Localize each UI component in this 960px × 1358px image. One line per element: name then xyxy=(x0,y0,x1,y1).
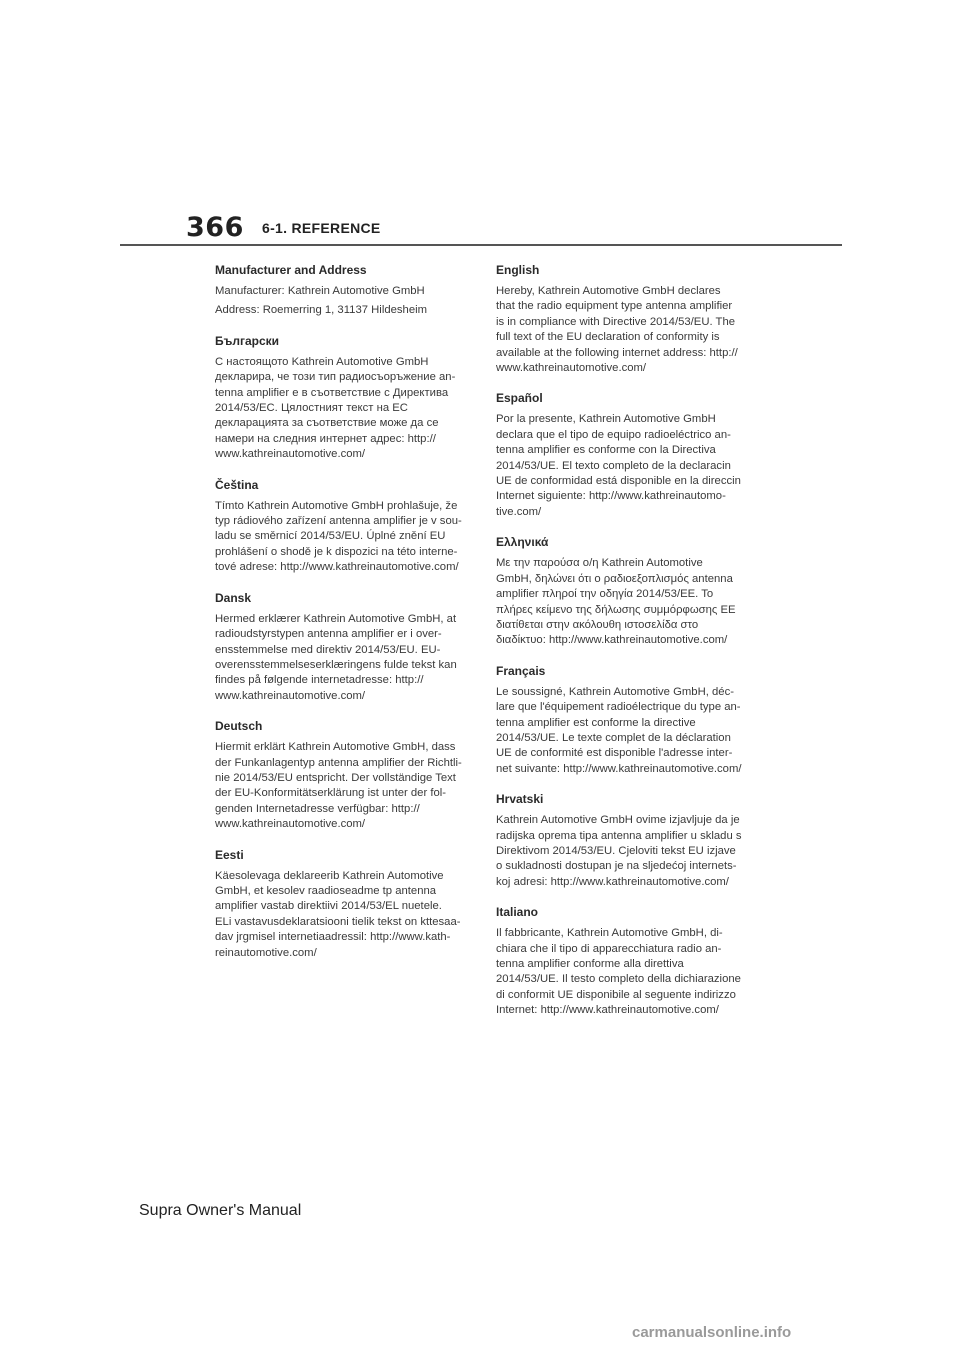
body-text-line: dav jrgmisel internetiaadressil: http://www.kath- xyxy=(215,931,451,944)
body-text-line: nie 2014/53/EU entspricht. Der vollständige Text xyxy=(215,771,456,784)
language-block xyxy=(496,262,748,376)
header-rule xyxy=(120,244,842,246)
block-heading: Italiano xyxy=(496,905,539,920)
body-text-line: Tímto Kathrein Automotive GmbH prohlašuje, že xyxy=(215,499,458,512)
block-heading: Dansk xyxy=(215,590,252,605)
body-text-line: reinautomotive.com/ xyxy=(215,946,317,959)
body-text-line: declara que el tipo de equipo radioeléctrico an- xyxy=(496,428,731,441)
section-title: 6-1. REFERENCE xyxy=(262,220,381,236)
body-text-line: www.kathreinautomotive.com/ xyxy=(215,818,366,831)
watermark: carmanualsonline.info xyxy=(632,1324,792,1341)
body-text-line: Direktivom 2014/53/EU. Cjeloviti tekst EU izjave xyxy=(496,844,736,857)
body-text-line: Il fabbricante, Kathrein Automotive GmbH, di- xyxy=(496,927,723,940)
body-text-line: Le soussigné, Kathrein Automotive GmbH, déc- xyxy=(496,685,734,698)
body-text-line: amplifier πληροί την οδηγία 2014/53/ΕΕ. Το xyxy=(496,588,714,601)
body-text-line: декларира, че този тип радиосъоръжение an- xyxy=(215,371,456,384)
body-text-line: overensstemmelseserklæringens fulde tekst kan xyxy=(215,658,457,671)
left-column xyxy=(215,262,467,975)
block-heading: Čeština xyxy=(215,477,259,492)
body-text-line: Internet: http://www.kathreinautomotive.com/ xyxy=(496,1004,719,1017)
language-block xyxy=(215,477,467,576)
body-text-line: chiara che il tipo di apparecchiatura radio an- xyxy=(496,942,722,955)
body-text-line: Por la presente, Kathrein Automotive GmbH xyxy=(496,413,716,426)
body-text-line: Hermed erklærer Kathrein Automotive GmbH, at xyxy=(215,612,457,625)
body-text-line: ladu se směrnicí 2014/53/EU. Úplné znění EU xyxy=(215,530,446,543)
body-text-line: koj adresi: http://www.kathreinautomotive.com/ xyxy=(496,875,729,888)
body-text-line: prohlášení o shodě je k dispozici na této interne- xyxy=(215,545,458,558)
body-text-line: tive.com/ xyxy=(496,505,542,518)
body-text-line: Hiermit erklärt Kathrein Automotive GmbH, dass xyxy=(215,741,456,754)
body-text-line: www.kathreinautomotive.com/ xyxy=(496,362,647,375)
body-text-line: www.kathreinautomotive.com/ xyxy=(215,448,366,461)
block-heading: Български xyxy=(215,333,280,348)
language-block xyxy=(215,590,467,704)
language-block xyxy=(215,847,467,961)
body-text-line: Hereby, Kathrein Automotive GmbH declares xyxy=(496,285,721,297)
body-text-line: διατίθεται στην ακόλουθη ιστοσελίδα στο xyxy=(496,618,699,631)
block-heading: Eesti xyxy=(215,847,244,862)
language-block xyxy=(496,534,748,648)
body-text-line: πλήρες κείμενο της δήλωσης συμμόρφωσης ΕΕ xyxy=(496,603,736,616)
body-text-line: 2014/53/UE. Il testo completo della dichiarazione xyxy=(496,973,741,986)
body-text-line: декларацията за съответствие може да се xyxy=(215,417,439,430)
body-text-line: ELi vastavusdeklaratsiooni tielik tekst on kttesaa- xyxy=(215,915,461,928)
body-text-line: radioudstyrstypen antenna amplifier er i over- xyxy=(215,628,442,641)
block-heading: Hrvatski xyxy=(496,792,544,807)
page-number: 366 xyxy=(186,212,244,243)
block-heading: Deutsch xyxy=(215,719,263,734)
body-text-line: lare que l'équipement radioélectrique du type an- xyxy=(496,701,741,714)
body-text-line: 2014/53/UE. Le texte complet de la déclaration xyxy=(496,731,731,744)
body-text-line: UE de conformidad está disponible en la direccin xyxy=(496,475,741,488)
right-column xyxy=(496,262,748,1033)
body-text-line: Internet siguiente: http://www.kathreinautomo- xyxy=(496,490,726,503)
body-text-line: is in compliance with Directive 2014/53/EU. The xyxy=(496,315,736,328)
language-block xyxy=(215,262,467,319)
body-text-line: С настоящото Kathrein Automotive GmbH xyxy=(215,355,429,368)
body-text-line: tenna amplifier est conforme la directive xyxy=(496,716,696,729)
language-block xyxy=(215,718,467,832)
body-text-line: available at the following internet address: http:// xyxy=(496,346,738,359)
body-text-line: o sukladnosti dostupan je na sljedećoj internets- xyxy=(496,860,737,873)
block-heading: Español xyxy=(496,391,543,406)
body-text-line: Kathrein Automotive GmbH ovime izjavljuje da je xyxy=(496,814,740,827)
body-text-line: UE de conformité est disponible l'adresse inter- xyxy=(496,747,733,760)
body-text-line: 2014/53/ЕС. Цялостният текст на ЕС xyxy=(215,402,408,415)
body-text-line: www.kathreinautomotive.com/ xyxy=(215,689,366,702)
body-text-line: Address: Roemerring 1, 31137 Hildesheim xyxy=(215,304,428,317)
body-text-line: Με την παρούσα ο/η Kathrein Automotive xyxy=(496,557,703,570)
block-heading: Ελληνικά xyxy=(496,535,549,550)
body-text-line: der EU-Konformitätserklärung ist unter der fol- xyxy=(215,787,447,800)
body-text-line: tenna amplifier е в съответствие с Директива xyxy=(215,386,449,399)
language-block xyxy=(496,904,748,1018)
body-text-line: findes på følgende internetadresse: http:// xyxy=(215,674,424,687)
body-text-line: ensstemmelse med direktiv 2014/53/EU. EU- xyxy=(215,643,441,656)
body-text-line: tenna amplifier conforme alla direttiva xyxy=(496,958,684,970)
body-text-line: amplifier vastab direktiivi 2014/53/EL nuetele. xyxy=(215,900,442,913)
body-text-line: Käesolevaga deklareerib Kathrein Automotive xyxy=(215,869,444,882)
body-text-line: tenna amplifier es conforme con la Directiva xyxy=(496,444,716,457)
language-block xyxy=(496,663,748,777)
body-text-line: typ rádiového zařízení antenna amplifier je v sou- xyxy=(215,515,462,528)
block-heading: English xyxy=(496,263,540,277)
body-text-line: GmbH, δηλώνει ότι ο ραδιοεξοπλισμός antenna xyxy=(496,572,733,585)
body-text-line: full text of the EU declaration of conformity is xyxy=(496,331,720,344)
block-heading: Manufacturer and Address xyxy=(215,263,367,277)
body-text-line: Manufacturer: Kathrein Automotive GmbH xyxy=(215,285,425,297)
body-text-line: that the radio equipment type antenna amplifier xyxy=(496,300,733,313)
body-text-line: tové adrese: http://www.kathreinautomotive.com/ xyxy=(215,561,459,574)
body-text-line: net suivante: http://www.kathreinautomotive.com/ xyxy=(496,762,742,775)
body-text-line: genden Internetadresse verfügbar: http:// xyxy=(215,802,420,815)
block-heading: Français xyxy=(496,663,546,678)
body-text-line: der Funkanlagentyp antenna amplifier der Richtli- xyxy=(215,756,462,769)
language-block xyxy=(496,791,748,890)
body-text-line: radijska oprema tipa antenna amplifier u skladu s xyxy=(496,829,742,842)
body-text-line: 2014/53/UE. El texto completo de la declaracin xyxy=(496,459,731,472)
body-text-line: di conformit UE disponibile al seguente indirizzo xyxy=(496,988,736,1001)
language-block xyxy=(215,333,467,463)
body-text-line: διαδίκτυο: http://www.kathreinautomotive.com/ xyxy=(496,634,728,647)
language-block xyxy=(496,390,748,520)
footer-manual-title: Supra Owner's Manual xyxy=(139,1202,302,1219)
body-text-line: намери на следния интернет адрес: http:// xyxy=(215,432,436,445)
body-text-line: GmbH, et kesolev raadioseadme tp antenna xyxy=(215,884,437,897)
